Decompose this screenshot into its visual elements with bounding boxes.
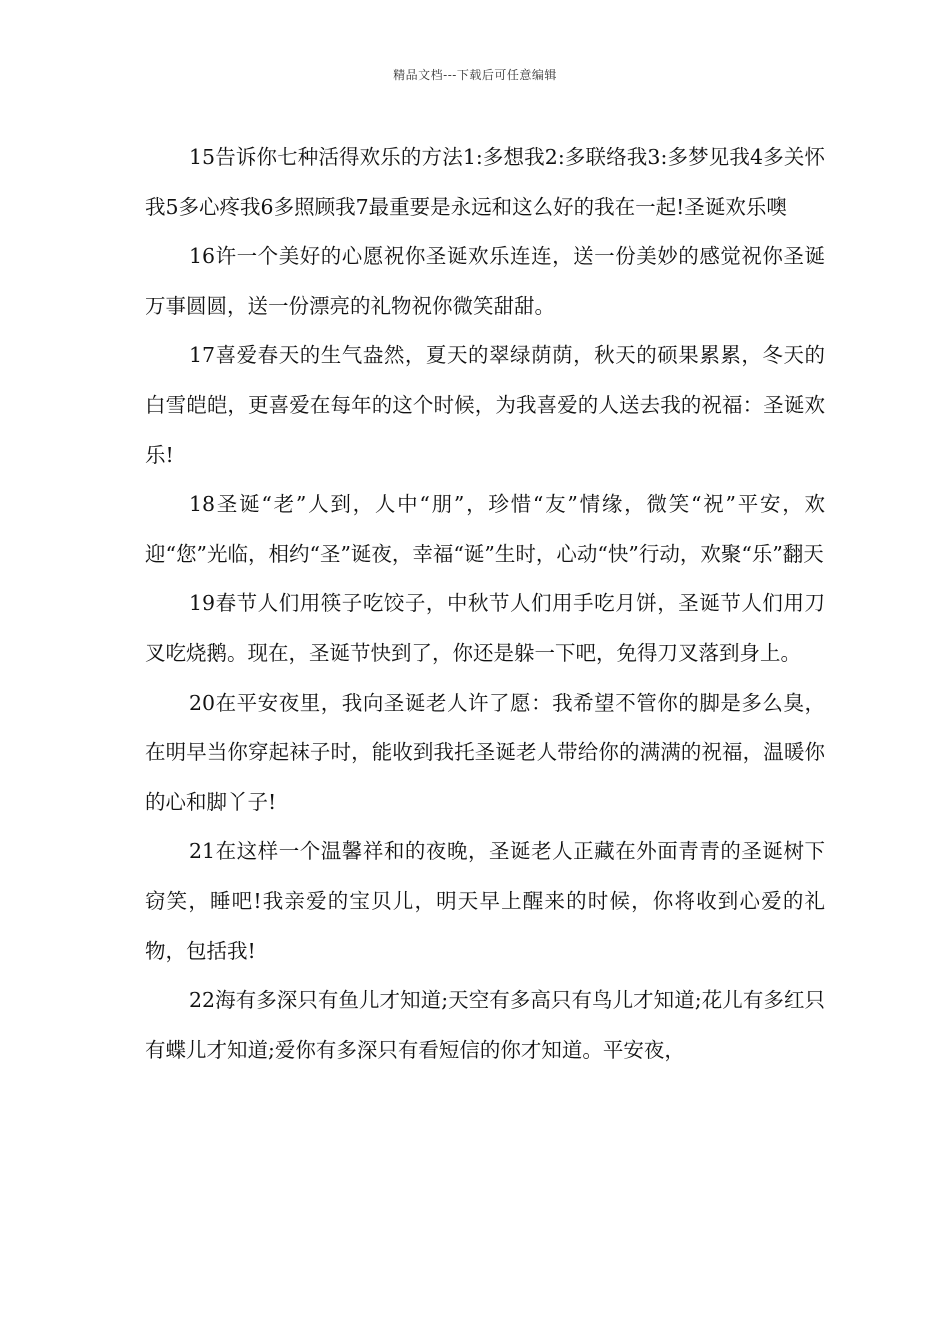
page-header: 精品文档---下载后可任意编辑 [393,68,557,82]
document-body [145,133,825,1075]
paragraph-17: 17喜爱春天的生气盎然，夏天的翠绿荫荫，秋天的硕果累累，冬天的白雪皑皑，更喜爱在每年的这个时候，为我喜爱的人送去我的祝福：圣诞欢乐! [145,343,825,467]
paragraph-19: 19春节人们用筷子吃饺子，中秋节人们用手吃月饼，圣诞节人们用刀叉吃烧鹅。现在，圣诞节快到了，你还是躲一下吧，免得刀叉落到身上。 [145,591,825,665]
paragraph-15: 15告诉你七种活得欢乐的方法1:多想我2:多联络我3:多梦见我4多关怀我5多心疼我6多照顾我7最重要是永远和这么好的我在一起!圣诞欢乐噢 [145,145,825,219]
paragraph-18: 18圣诞“老”人到，人中“朋”，珍惜“友”情缘，微笑“祝”平安，欢迎“您”光临，相约“圣”诞夜，幸福“诞”生时，心动“快”行动，欢聚“乐”翻天 [145,492,825,566]
paragraph-20: 20在平安夜里，我向圣诞老人许了愿：我希望不管你的脚是多么臭，在明早当你穿起袜子时，能收到我托圣诞老人带给你的满满的祝福，温暖你的心和脚丫子! [145,690,825,814]
paragraph-21: 21在这样一个温馨祥和的夜晚，圣诞老人正藏在外面青青的圣诞树下窃笑，睡吧!我亲爱的宝贝儿，明天早上醒来的时候，你将收到心爱的礼物，包括我! [145,839,825,963]
paragraph-16: 16许一个美好的心愿祝你圣诞欢乐连连，送一份美妙的感觉祝你圣诞万事圆圆，送一份漂亮的礼物祝你微笑甜甜。 [145,244,825,318]
paragraph-22: 22海有多深只有鱼儿才知道;天空有多高只有鸟儿才知道;花儿有多红只有蝶儿才知道;爱你有多深只有看短信的你才知道。平安夜， [145,988,825,1062]
